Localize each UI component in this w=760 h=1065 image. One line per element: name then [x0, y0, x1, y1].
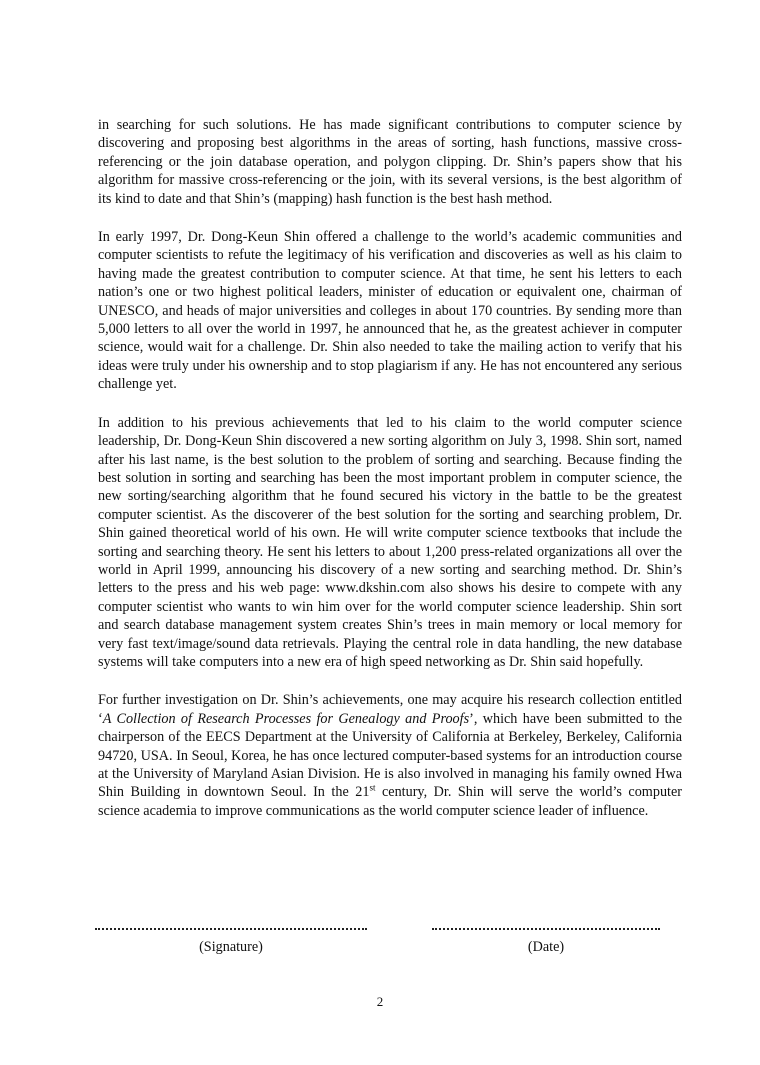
date-block: [432, 918, 660, 956]
paragraph-4: [98, 691, 682, 820]
signature-label: (Signature): [199, 939, 263, 955]
paragraph-1: in searching for such solutions. He has made significant contributions to computer science by discovering and proposing best algorithms in the areas of sorting, hash functions, massive cross-referencing or the join database operation, and polygon clipping. Dr. Shin’s papers show that his algorithm for massive cross-referencing or the join, with its several versions, is the best algorithm of its kind to date and that Shin’s (mapping) hash function is the best hash method.: [98, 117, 682, 207]
ordinal-suffix: st: [369, 782, 376, 793]
date-line[interactable]: [432, 918, 660, 930]
paragraph-4-intro: For further investigation on Dr. Shin’s achievements, one may acquire his research collection entitled ‘: [98, 692, 682, 727]
signature-line[interactable]: [95, 918, 367, 930]
page-number: 2: [376, 994, 384, 1009]
paragraph-3: In addition to his previous achievements that led to his claim to the world computer science leadership, Dr. Dong-Keun Shin discovered a new sorting algorithm on July 3, 1998. Shin sort, named after his last name, is the best solution to the problem of sorting and searching. Because finding the best solution in sorting and searching has been the most important problem in computer science, the new sorting/searching algorithm that he found secured his victory in the battle to be the greatest computer scientist. As the discoverer of the best solution for the sorting and searching problem, Dr. Shin gained theoretical world of his own. He will write computer science textbooks that include the sorting and searching theory. He sent his letters to about 1,200 press-related organizations all over the world in April 1999, announcing his discovery of a new sorting and searching method. Dr. Shin’s letters to the press and his web page: www.dkshin.com also shows his desire to compete with any computer scientist who wants to win him over for the world computer science leadership. Shin sort and search database management system creates Shin’s trees in main memory or local memory for very fast text/image/sound data retrievals. Playing the central role in data handling, the new database systems will take computers into a new era of high speed networking as Dr. Shin said hopefully.: [98, 414, 682, 670]
date-label: (Date): [527, 939, 565, 955]
document-body: [98, 116, 682, 840]
paragraph-2: In early 1997, Dr. Dong-Keun Shin offered a challenge to the world’s academic communities and computer scientists to refute the legitimacy of his verification and discoveries as well as his claim to having made the greatest contribution to computer science. At that time, he sent his letters to each nation’s one or two highest political leaders, minister of education or equivalent one, chairman of UNESCO, and heads of major universities and colleges in about 170 countries. By sending more than 5,000 letters to all over the world in 1997, he announced that he, as the greatest achiever in computer science, would wait for a challenge. Dr. Shin also needed to take the mailing action to verify that his ideas were truly under his ownership and to stop plagiarism if any. He has not encountered any serious challenge yet.: [98, 229, 682, 393]
signature-block: [95, 918, 367, 956]
paragraph-4-end: century, Dr. Shin will serve the world’s computer science academia to improve communications as the world computer science leader of influence.: [98, 784, 682, 819]
research-collection-title: A Collection of Research Processes for Genealogy and Proofs: [102, 710, 470, 727]
paragraph-4-middle: ’, which have been submitted to the chairperson of the EECS Department at the University of California at Berkeley, Berkeley, California 94720, USA. In Seoul, Korea, he has once lectured computer-based systems for an introduction course at the University of Maryland Asian Division. He is also involved in managing his family owned Hwa Shin Building in downtown Seoul. In the 21: [98, 710, 683, 801]
